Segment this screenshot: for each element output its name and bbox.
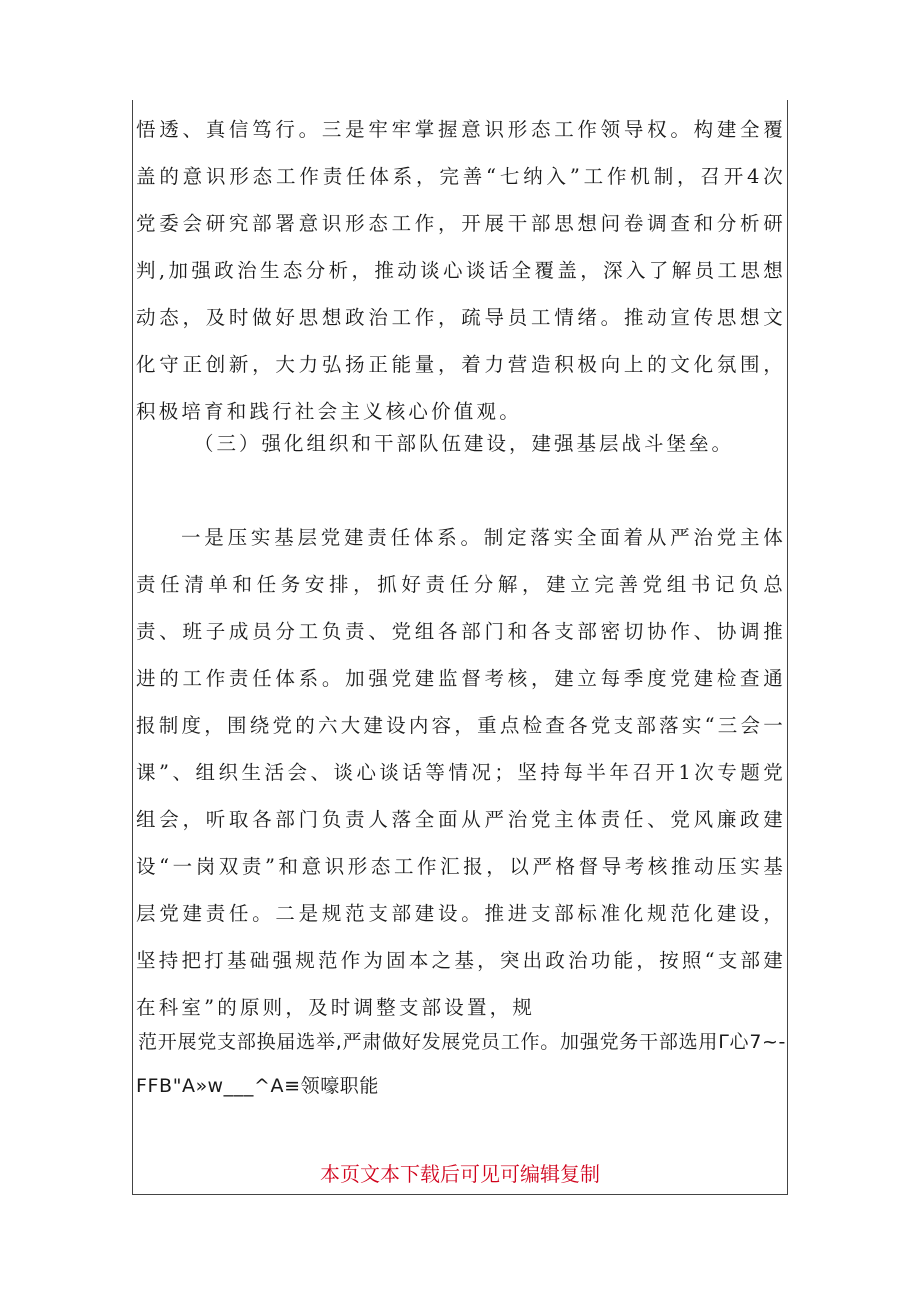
body-paragraph-ideology: 悟透、真信笃行。三是牢牢掌握意识形态工作领导权。构建全覆盖的意识形态工作责任体系，完善“七纳入”工作机制，召开4次党委会研究部署意识形态工作，开展干部思想问卷调查和分析研判,加强政治生态分析，推动谈心谈话全覆盖，深入了解员工思想动态，及时做好思想政治工作，疏导员工情绪。推动宣传思想文化守正创新，大力弘扬正能量，着力营造积极向上的文化氛围，积极培育和践行社会主义核心价值观。 bbox=[136, 118, 786, 423]
section-heading-3: （三）强化组织和干部队伍建设，建强基层战斗堡垒。 bbox=[194, 432, 735, 455]
download-notice: 本页文本下载后可见可编辑复制 bbox=[320, 1162, 600, 1186]
body-paragraph-branch-election: 范开展党支部换届选举,严肃做好发展党员工作。加强党务干部选用Γ心7~-FFB"A»w___^A≡领嚎职能 bbox=[136, 1031, 786, 1097]
body-paragraph-party-building: 一是压实基层党建责任体系。制定落实全面着从严治党主体责任清单和任务安排，抓好责任分解，建立完善党组书记负总责、班子成员分工负责、党组各部门和各支部密切协作、协调推进的工作责任体系。加强党建监督考核，建立每季度党建检查通报制度，围绕党的六大建设内容，重点检查各党支部落实“三会一课”、组织生活会、谈心谈话等情况；坚持每半年召开1次专题党组会，听取各部门负责人落全面从严治党主体责任、党风廉政建设“一岗双责”和意识形态工作汇报，以严格督导考核推动压实基层党建责任。二是规范支部建设。推进支部标准化规范化建设，坚持把打基础强规范作为固本之基，突出政治功能，按照“支部建在科室”的原则，及时调整支部设置，规 bbox=[136, 526, 786, 1019]
